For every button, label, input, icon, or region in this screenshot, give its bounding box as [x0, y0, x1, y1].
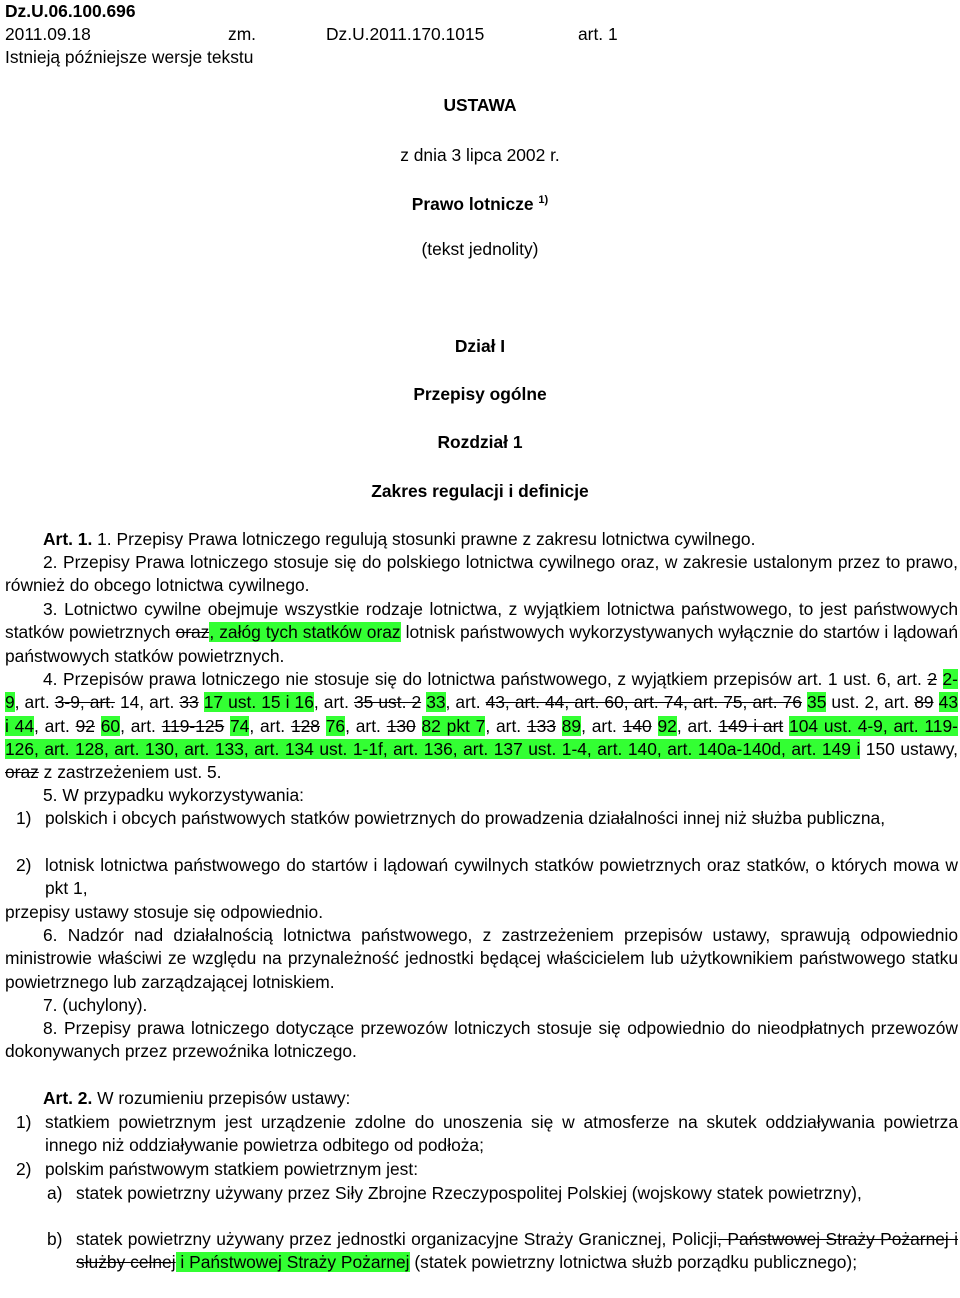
p4-text: , art.: [485, 715, 527, 736]
inserted-text: 33: [426, 692, 446, 713]
art1-para6: 6. Nadzór nad działalnością lotnictwa państwowego, z zastrzeżeniem przepisów ustawy, sprawują odpowiednio ministrowie właściwi ze względu na przynależność jednostki będącej właścicielem lub użytkownikiem państwowego statku powietrznego lub zarządzającej lotniskiem.: [5, 925, 958, 992]
list-text: statek powietrzny używany przez Siły Zbrojne Rzeczypospolitej Polskiej (wojskowy statek powietrzny),: [76, 1183, 862, 1203]
division-name: Przepisy ogólne: [413, 384, 547, 404]
list-text: statkiem powietrznym jest urządzenie zdolne do unoszenia się w atmosferze na skutek oddziaływania powietrza innego niż oddziaływanie powietrza odbitego od podłoża;: [45, 1112, 958, 1156]
list-number: 2): [16, 855, 32, 875]
deleted-text: 35 ust. 2: [353, 692, 422, 713]
list-text: polskich i obcych państwowych statków powietrznych do prowadzenia działalności innej niż służba publiczna,: [45, 808, 886, 828]
list-letter: a): [47, 1183, 63, 1203]
deleted-text: oraz: [5, 762, 39, 783]
inserted-text: i Państwowej Straży Pożarnej: [175, 1252, 410, 1273]
inserted-text: , załóg tych statków oraz: [209, 622, 401, 643]
inserted-text: 92: [657, 715, 677, 736]
chapter-name: Zakres regulacji i definicje: [371, 481, 589, 501]
amended-label: zm.: [228, 24, 257, 44]
sub-list-item: [5, 1182, 958, 1205]
p4-text: , art.: [14, 692, 55, 713]
division-heading: Dział I: [454, 336, 506, 356]
inserted-text: 74: [230, 715, 250, 736]
inserted-text: 2-9: [5, 669, 958, 713]
art1-para7: 7. (uchylony).: [43, 995, 148, 1015]
art1-para8: 8. Przepisy prawa lotniczego dotyczące przewozów lotniczych stosuje się odpowiednio do nieodpłatnych przewozów dokonywanych przez przewoźnika lotniczego.: [5, 1018, 958, 1062]
list-number: 1): [16, 1112, 32, 1132]
p4-text: ust. 2, art.: [826, 692, 915, 713]
deleted-text: 133: [526, 715, 556, 736]
document-id: Dz.U.06.100.696: [5, 1, 136, 21]
deleted-text: 130: [386, 715, 416, 736]
list-item: [5, 1111, 958, 1158]
list-text: polskim państwowym statkiem powietrznym jest:: [45, 1159, 419, 1179]
sub-b-text: statek powietrzny używany przez jednostki organizacyjne Straży Granicznej, Policji: [76, 1229, 718, 1249]
art1-para5: 5. W przypadku wykorzystywania:: [43, 785, 304, 805]
art2-intro: [5, 1087, 958, 1110]
list-letter: b): [47, 1229, 63, 1249]
footnote-mark: 1): [538, 194, 549, 206]
p4-text: , art.: [313, 692, 354, 713]
p4-text: 14, art.: [114, 692, 180, 713]
chapter-heading: Rozdział 1: [437, 432, 523, 452]
list-text: [76, 1228, 958, 1275]
amendment-article: art. 1: [578, 24, 618, 44]
deleted-text: 43, art. 44, art. 60, art. 74, art. 75, art. 76: [485, 692, 802, 713]
p4-text: z zastrzeżeniem ust. 5.: [38, 762, 222, 783]
art1-para3: [5, 598, 958, 668]
art1-para3-text-b: lotnisk państwowych wykorzystywanych wyłącznie do startów i lądowań państwowych statków powietrznych.: [5, 622, 958, 666]
deleted-text: 149 i art: [718, 715, 784, 736]
art1-para4: [5, 668, 958, 784]
p4-text: 4. Przepisów prawa lotniczego nie stosuje się do lotnictwa państwowego, z wyjątkiem przepisów art. 1 ust. 6, art.: [43, 669, 928, 689]
art1-para1: [5, 528, 958, 551]
deleted-text: 119-125: [161, 715, 225, 736]
deleted-text: 89: [914, 692, 934, 713]
deleted-text: 140: [622, 715, 652, 736]
inserted-text: 76: [325, 715, 346, 736]
sub-list-item: [5, 1228, 958, 1275]
list-item: [5, 807, 958, 830]
list-item: [5, 1158, 958, 1181]
amendment-reference: Dz.U.2011.170.1015: [326, 24, 485, 44]
list-text: lotnisk lotnictwa państwowego do startów i lądowań cywilnych statków powietrznych oraz statków, o których mowa w pkt 1,: [45, 855, 958, 899]
deleted-text: 3-9, art.: [54, 692, 115, 713]
p4-text: , art.: [345, 715, 387, 736]
art1-para1-text: 1. Przepisy Prawa lotniczego regulują stosunki prawne z zakresu lotnictwa cywilnego.: [97, 529, 756, 549]
art1-label: Art. 1.: [43, 529, 93, 549]
act-name-text: Prawo lotnicze: [411, 193, 534, 214]
list-number: 1): [16, 808, 32, 828]
inserted-text: 89: [561, 715, 582, 736]
p4-text: , art.: [249, 715, 291, 736]
document-date: 2011.09.18: [5, 24, 91, 44]
p4-text: 150 ustawy,: [860, 738, 958, 759]
act-name: [0, 189, 960, 215]
inserted-text: 82 pkt 7: [421, 715, 486, 736]
p4-text: , art.: [120, 715, 162, 736]
act-type: USTAWA: [443, 95, 517, 115]
inserted-text: 60: [100, 715, 121, 736]
p4-text: , art.: [445, 692, 486, 713]
act-date: z dnia 3 lipca 2002 r.: [400, 145, 560, 165]
art1-para3-text-a: 3. Lotnictwo cywilne obejmuje wszystkie rodzaje lotnictwa, z wyjątkiem lotnictwa państwowego, to jest państwowych statków powietrznych: [5, 599, 958, 643]
art1-para2: 2. Przepisy Prawa lotniczego stosuje się do polskiego lotnictwa cywilnego oraz, w zakresie ustalonym przez to prawo, również do obcego lotnictwa cywilnego.: [5, 552, 958, 596]
deleted-text: oraz: [175, 622, 210, 643]
sub-b-text: (statek powietrzny lotnictwa służb porządku publicznego);: [409, 1252, 858, 1273]
deleted-text: 33: [179, 692, 199, 713]
deleted-text: 2: [927, 669, 937, 689]
art2-label: Art. 2.: [43, 1088, 93, 1108]
inserted-text: 17 ust. 15 i 16: [203, 692, 314, 713]
p4-text: , art.: [581, 715, 623, 736]
deleted-text: 128: [290, 715, 320, 736]
inserted-text: 35: [807, 692, 827, 713]
art2-intro-text: W rozumieniu przepisów ustawy:: [97, 1088, 351, 1108]
p4-text: , art.: [676, 715, 719, 736]
list-number: 2): [16, 1159, 32, 1179]
consolidated-note: (tekst jednolity): [421, 239, 539, 259]
later-versions-note: Istnieją późniejsze wersje tekstu: [5, 47, 254, 67]
deleted-text: , Państwowej Straży Pożarnej i służby celnej: [76, 1229, 958, 1273]
list-item: [5, 854, 958, 901]
inserted-text: 104 ust. 4-9, art. 119-126, art. 128, art. 130, art. 133, art. 134 ust. 1-1f, art. 136, art. 137 ust. 1-4, art. 140, art. 140a-140d, art. 149 i: [5, 715, 958, 759]
art1-para5-tail: przepisy ustawy stosuje się odpowiednio.: [5, 902, 324, 922]
deleted-text: 92: [75, 715, 95, 736]
inserted-text: 43 i 44: [5, 692, 958, 736]
p4-text: , art.: [34, 715, 76, 736]
